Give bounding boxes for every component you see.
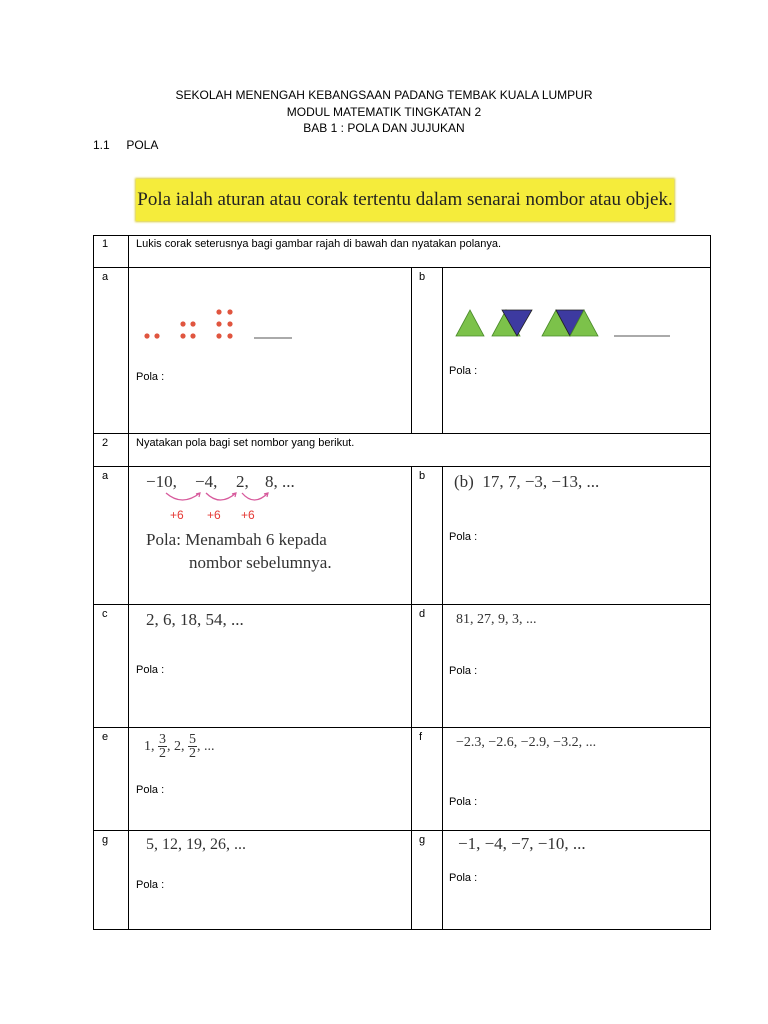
- definition-box: Pola ialah aturan atau corak tertentu dalam senarai nombor atau objek.: [136, 179, 674, 221]
- q2e-f2-denominator: 2: [189, 746, 196, 762]
- q2e-f2-numerator: 5: [189, 732, 196, 748]
- q2a-step-1: +6: [170, 508, 184, 522]
- q2d-pola: Pola :: [449, 665, 478, 677]
- q2b-label: b: [419, 470, 426, 482]
- q2d-label: d: [419, 608, 426, 620]
- q2b-pola: Pola :: [449, 531, 478, 543]
- section-number: 1.1: [93, 138, 110, 152]
- q2b-sequence: [454, 472, 599, 492]
- q2a-step-2: +6: [207, 508, 221, 522]
- q2g2-label: g: [419, 834, 426, 846]
- q1b-pola: Pola :: [449, 365, 478, 377]
- q2a-term-4: 8, ...: [265, 472, 295, 491]
- chapter-title: BAB 1 : POLA DAN JUJUKAN: [303, 121, 465, 135]
- q2e-fraction-1: [158, 733, 167, 760]
- q2g1-sequence: 5, 12, 19, 26, ...: [146, 836, 246, 853]
- q1b-label: b: [419, 271, 426, 283]
- q2e-sequence: [144, 727, 215, 767]
- q2a-term-2: −4,: [195, 472, 218, 491]
- q2a-answer-line2: nombor sebelumnya.: [189, 553, 332, 572]
- q2c-pola: Pola :: [136, 664, 165, 676]
- school-name: SEKOLAH MENENGAH KEBANGSAAN PADANG TEMBAK KUALA LUMPUR: [175, 88, 593, 102]
- q2g2-pola: Pola :: [449, 872, 478, 884]
- q1a-pola: Pola :: [136, 371, 165, 383]
- q1a-label: a: [102, 271, 109, 283]
- q2e-t3: , ...: [197, 739, 215, 754]
- section-heading: [93, 138, 158, 152]
- q2a-term-1: −10,: [146, 472, 177, 491]
- q2f-sequence: −2.3, −2.6, −2.9, −3.2, ...: [456, 735, 597, 750]
- q2c-sequence: 2, 6, 18, 54, ...: [146, 610, 244, 629]
- q2g1-label: g: [102, 834, 109, 846]
- q2e-label: e: [102, 731, 109, 743]
- q2e-f1-numerator: 3: [159, 732, 166, 748]
- exercise-table: [93, 235, 711, 930]
- q1-instruction: Lukis corak seterusnya bagi gambar rajah di bawah dan nyatakan polanya.: [136, 238, 502, 250]
- q2g2-sequence: −1, −4, −7, −10, ...: [458, 834, 586, 853]
- q2e-t2: , 2,: [167, 739, 185, 754]
- q2c-label: c: [102, 608, 108, 620]
- q2f-label: f: [419, 731, 423, 743]
- q2b-terms: 17, 7, −3, −13, ...: [482, 472, 600, 491]
- dot-pattern: [142, 304, 302, 344]
- q2-instruction: Nyatakan pola bagi set nombor yang berikut.: [136, 437, 355, 449]
- q2b-prefix: (b): [454, 472, 474, 491]
- q2a-answer-line1: Pola: Menambah 6 kepada: [146, 530, 327, 549]
- q2e-fraction-2: [188, 733, 197, 760]
- q2a-step-3: +6: [241, 508, 255, 522]
- q1-number: 1: [102, 238, 109, 250]
- q2f-pola: Pola :: [449, 796, 478, 808]
- q2-number: 2: [102, 437, 109, 449]
- module-title: MODUL MATEMATIK TINGKATAN 2: [286, 105, 482, 119]
- q2e-pola: Pola :: [136, 784, 165, 796]
- q2a-term-3: 2,: [236, 472, 249, 491]
- q2a-label: a: [102, 470, 109, 482]
- q2e-f1-denominator: 2: [159, 746, 166, 762]
- q2d-sequence: 81, 27, 9, 3, ...: [456, 612, 537, 627]
- q2g1-pola: Pola :: [136, 879, 165, 891]
- section-title: POLA: [126, 138, 159, 152]
- q2e-t1: 1,: [144, 739, 155, 754]
- triangle-pattern: [454, 308, 674, 340]
